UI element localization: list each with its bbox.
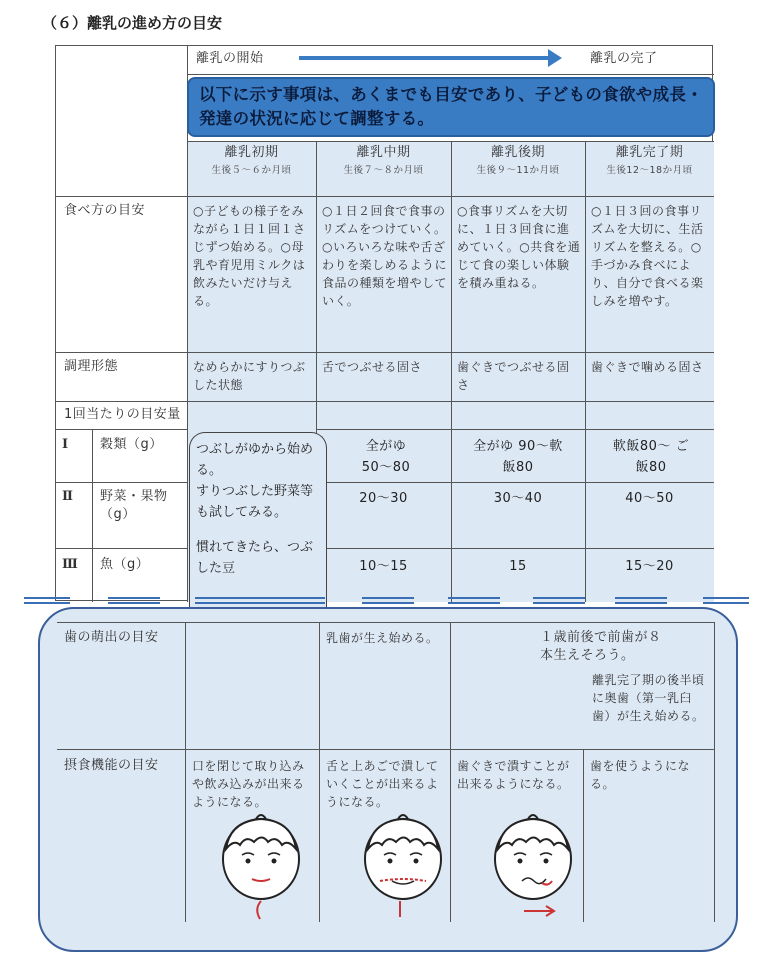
amount-grains-middle: 全がゆ 50～80 [361, 439, 411, 475]
amount-grains-complete: 軟飯80～ ご飯80 [612, 439, 690, 475]
row-label-per-meal: 1回当たりの目安量 [64, 407, 181, 422]
eating-late: ○食事リズムを大切に、１日３回食に進めていく。○共食を通じて食の楽しい体験を積み重ねる。 [457, 204, 581, 290]
amount-veg-late: 30～40 [493, 491, 543, 506]
early-note-3: 慣れてきたら、つぶした豆 [196, 540, 314, 576]
row-label-teeth: 歯の萌出の目安 [64, 630, 159, 645]
phase-age: 生後９～11か月頃 [476, 165, 560, 176]
baby-face-late-icon [488, 809, 578, 921]
progress-arrow [299, 56, 549, 60]
phase-name: 離乳後期 [490, 145, 545, 160]
start-label: 離乳の開始 [196, 51, 264, 66]
row-num: Ⅰ [62, 437, 69, 452]
amount-fish-late: 15 [509, 559, 527, 574]
row-label-vegetables: 野菜・果物（g） [100, 489, 168, 522]
amount-fish-complete: 15～20 [625, 559, 674, 574]
feeding-early: 口を閉じて取り込みや飲み込みが出来るようになる。 [192, 759, 305, 809]
row-num: Ⅱ [62, 489, 74, 504]
eating-middle: ○１日２回食で食事のリズムをつけていく。○いろいろな味や舌ざわりを楽しめるように食品の種類を増やしていく。 [322, 204, 448, 308]
baby-face-early-icon [216, 809, 306, 921]
feeding-late: 歯ぐきで潰すことが出来るようになる。 [457, 759, 570, 791]
break-line [533, 597, 585, 604]
teeth-late: １歳前後で前歯が８本生えそろう。 [540, 630, 662, 663]
feeding-complete: 歯を使うようになる。 [590, 759, 691, 791]
cooking-late: 歯ぐきでつぶせる固さ [457, 360, 570, 392]
arrow-head-icon [548, 49, 562, 67]
baby-face-middle-icon [358, 809, 448, 921]
phase-name: 離乳中期 [356, 145, 411, 160]
early-note-1: つぶしがゆから始める。 [196, 442, 314, 478]
early-stage-note [189, 432, 327, 615]
break-line [24, 597, 70, 604]
row-label-cooking: 調理形態 [64, 359, 119, 374]
amount-veg-complete: 40～50 [625, 491, 674, 506]
amount-grains-late: 全がゆ 90～軟飯80 [473, 439, 563, 475]
early-note-2: すりつぶした野菜等も試してみる。 [196, 484, 314, 520]
teeth-middle: 乳歯が生え始める。 [326, 631, 439, 645]
break-line [703, 597, 749, 604]
break-line [448, 597, 500, 604]
end-label: 離乳の完了 [590, 51, 658, 66]
phase-age: 生後７～８か月頃 [343, 165, 424, 176]
row-label-feeding: 摂食機能の目安 [64, 758, 159, 773]
row-num: Ⅲ [62, 557, 79, 572]
break-line [108, 597, 160, 604]
development-panel [38, 607, 738, 952]
row-label-grains: 穀類（g） [100, 437, 163, 452]
phase-name: 離乳初期 [224, 145, 279, 160]
notice-banner: 以下に示す事項は、あくまでも目安であり、子どもの食欲や成長・発達の状況に応じて調整する。 [187, 77, 715, 137]
break-line [615, 597, 667, 604]
phase-age: 生後５～６か月頃 [211, 165, 292, 176]
amount-veg-middle: 20～30 [359, 491, 408, 506]
cooking-complete: 歯ぐきで噛める固さ [591, 360, 704, 374]
eating-early: ○子どもの様子をみながら１日１回１さじずつ始める。○母乳や育児用ミルクは飲みたいだけ与える。 [193, 204, 306, 308]
phase-age: 生後12～18か月頃 [606, 165, 693, 176]
page-title: （６）離乳の進め方の目安 [42, 14, 223, 32]
eating-complete: ○１日３回の食事リズムを大切に、生活リズムを整える。○手づかみ食べにより、自分で食べる楽しみを増やす。 [591, 204, 704, 308]
cooking-early: なめらかにすりつぶした状態 [193, 360, 306, 392]
break-line [195, 597, 325, 604]
row-label-eating: 食べ方の目安 [64, 203, 146, 218]
phase-name: 離乳完了期 [615, 145, 684, 160]
row-label-fish: 魚（g） [100, 557, 150, 572]
feeding-middle: 舌と上あごで潰していくことが出来るようになる。 [326, 759, 439, 809]
teeth-complete: 離乳完了期の後半頃に奥歯（第一乳臼歯）が生え始める。 [592, 673, 705, 723]
break-line [362, 597, 414, 604]
cooking-middle: 舌でつぶせる固さ [322, 360, 423, 374]
amount-fish-middle: 10～15 [359, 559, 408, 574]
weaning-table [55, 45, 713, 601]
